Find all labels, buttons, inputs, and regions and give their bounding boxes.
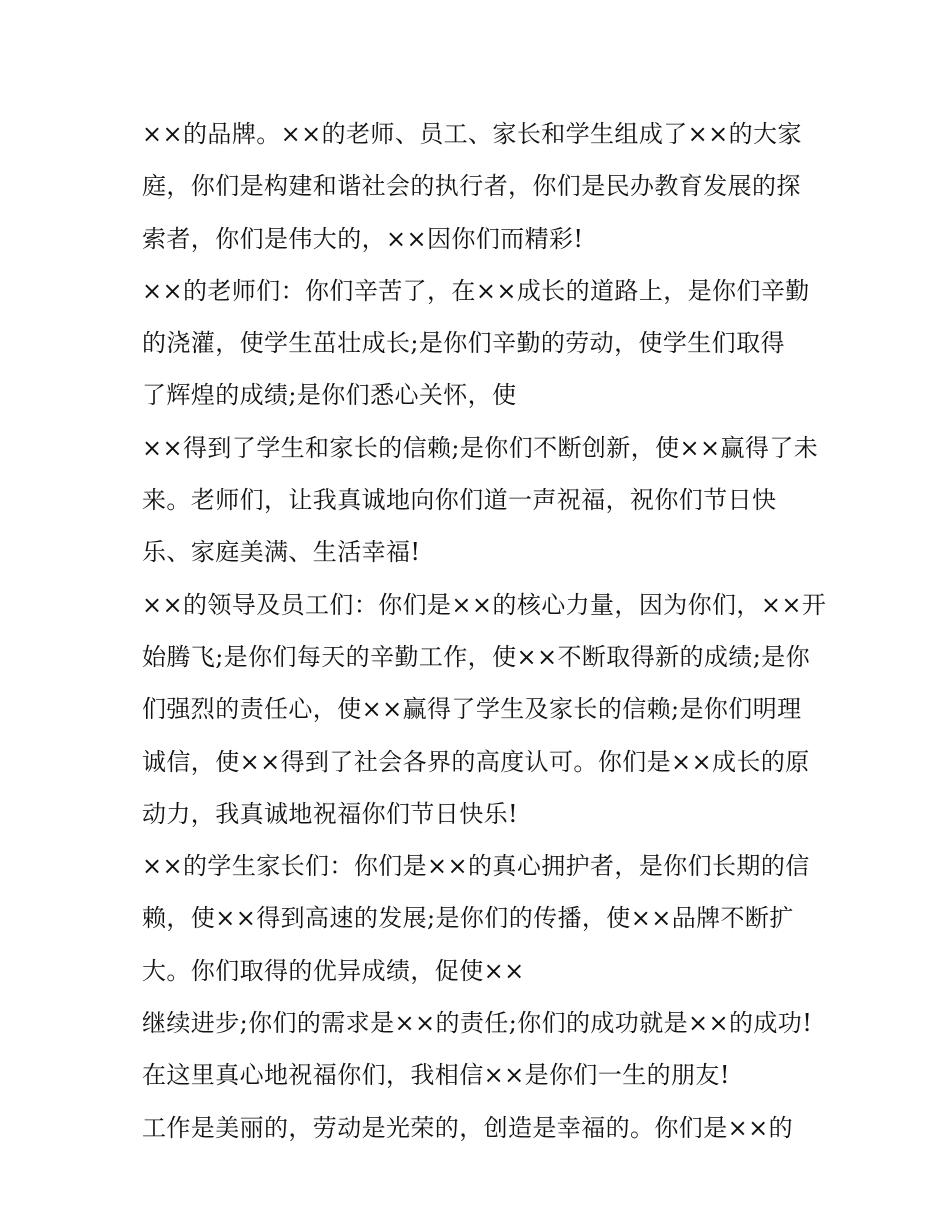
text-line: 继续进步;你们的需求是××的责任;你们的成功就是××的成功! [142, 1009, 813, 1038]
text-line: 赖，使××得到高速的发展;是你们的传播，使××品牌不断扩 [142, 904, 794, 933]
text-line: 庭，你们是构建和谐社会的执行者，你们是民办教育发展的探 [142, 172, 801, 201]
text-line: ××的学生家长们：你们是××的真心拥护者，是你们长期的信 [142, 852, 810, 881]
text-line: ××的老师们：你们辛苦了，在××成长的道路上，是你们辛勤 [142, 276, 810, 305]
text-line: 来。老师们，让我真诚地向你们道一声祝福，祝你们节日快 [142, 486, 777, 515]
text-line: 乐、家庭美满、生活幸福! [142, 538, 421, 567]
text-line: 始腾飞;是你们每天的辛勤工作，使××不断取得新的成绩;是你 [142, 642, 810, 671]
text-line: 在这里真心地祝福你们，我相信××是你们一生的朋友! [142, 1061, 730, 1090]
text-line: 了辉煌的成绩;是你们悉心关怀，使 [142, 381, 517, 410]
text-line: 诚信，使××得到了社会各界的高度认可。你们是××成长的原 [142, 747, 810, 776]
text-line: ××得到了学生和家长的信赖;是你们不断创新，使××赢得了未 [142, 433, 819, 462]
text-line: ××的领导及员工们：你们是××的核心力量，因为你们，××开 [142, 590, 827, 619]
text-line: 索者，你们是伟大的，××因你们而精彩! [142, 224, 584, 253]
text-line: 的浇灌，使学生茁壮成长;是你们辛勤的劳动，使学生们取得 [142, 329, 785, 358]
text-line: 工作是美丽的，劳动是光荣的，创造是幸福的。你们是××的 [142, 1113, 794, 1142]
text-line: ××的品牌。××的老师、员工、家长和学生组成了××的大家 [142, 120, 802, 148]
text-line: 动力，我真诚地祝福你们节日快乐! [142, 799, 519, 828]
text-line: 大。你们取得的优异成绩，促使×× [142, 956, 525, 985]
document-body [142, 108, 827, 1154]
text-line: 们强烈的责任心，使××赢得了学生及家长的信赖;是你们明理 [142, 695, 802, 724]
